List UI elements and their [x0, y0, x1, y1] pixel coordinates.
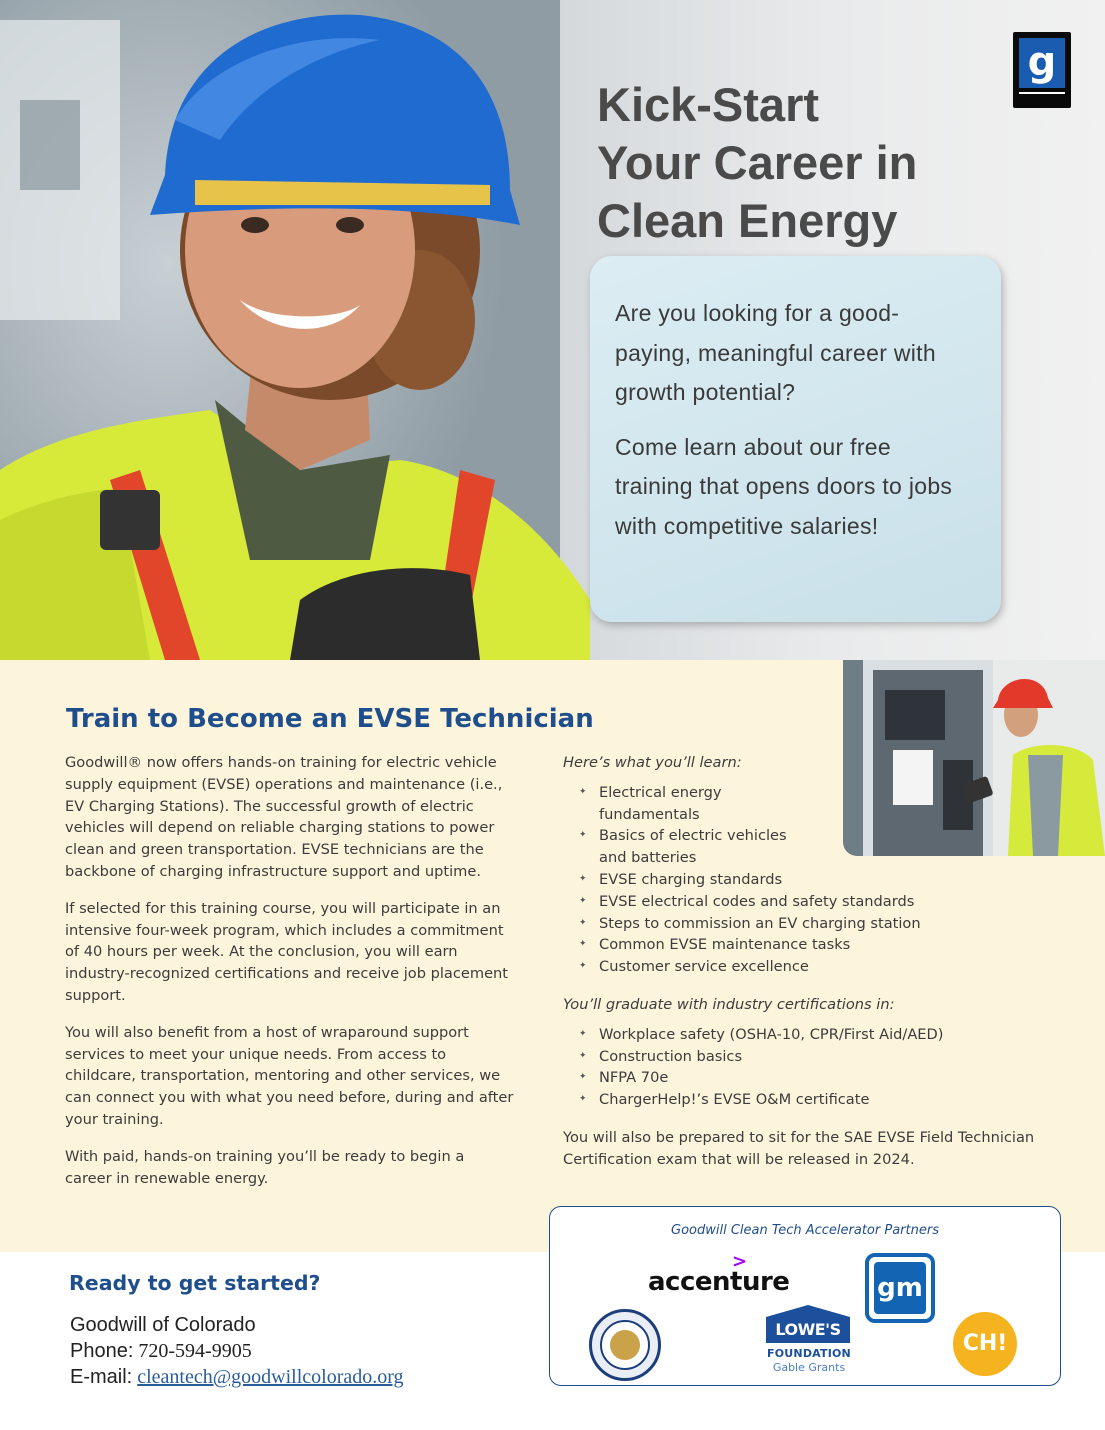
- list-item: ✦ NFPA 70e: [579, 1067, 1063, 1089]
- pitch-question: Are you looking for a good-paying, meaningful career with growth potential?: [615, 300, 936, 405]
- seal-eagle-icon: [610, 1330, 640, 1360]
- pitch-offer: Come learn about our free training that opens doors to jobs with competitive salaries!: [615, 433, 953, 539]
- email-label: E-mail:: [70, 1366, 133, 1388]
- curriculum: [563, 752, 1063, 1171]
- contact-info: [70, 1312, 510, 1390]
- cta-heading: Ready to get started?: [69, 1271, 321, 1295]
- list-item: ✦ ChargerHelp!’s EVSE O&M certificate: [579, 1089, 1063, 1111]
- paragraph-overview: Goodwill® now offers hands-on training for electric vehicle supply equipment (EVSE) operations and maintenance (i.e., EV Charging Stations). The successful growth of electric vehicles will depend on reliable charging stations to power clean and green transportation. EVSE technicians are the backbone of charging infrastructure support and uptime.: [65, 754, 503, 880]
- list-item: ✦ Customer service excellence: [579, 956, 1063, 978]
- partners-title: Goodwill Clean Tech Accelerator Partners: [671, 1223, 939, 1238]
- pitch-callout: [590, 256, 1001, 622]
- program-description: [65, 752, 515, 1189]
- list-item: ✦ Steps to commission an EV charging station: [579, 913, 1063, 935]
- list-item: ✦ Common EVSE maintenance tasks: [579, 934, 1063, 956]
- hero-title-line: Your Career in: [597, 136, 918, 189]
- partners-box: [549, 1206, 1061, 1386]
- phone-number[interactable]: 720-594-9905: [138, 1340, 252, 1362]
- list-item: ✦ EVSE charging standards: [579, 869, 1063, 891]
- hero-banner: [0, 0, 1105, 660]
- hero-title: [597, 76, 1047, 250]
- list-item: ✦ Construction basics: [579, 1046, 1063, 1068]
- email-line: [70, 1364, 510, 1390]
- sae-note: You will also be prepared to sit for the SAE EVSE Field Technician Certification exam that will be released in 2024.: [563, 1128, 1035, 1168]
- list-item: ✦ Electrical energy fundamentals: [579, 782, 729, 826]
- accenture-wordmark: accenture: [648, 1267, 790, 1297]
- cert-list: [579, 1024, 1063, 1111]
- accenture-chevron-icon: >: [732, 1251, 748, 1272]
- lowes-roof-icon: [766, 1305, 850, 1317]
- department-of-labor-seal-icon: [589, 1309, 661, 1381]
- learn-intro: Here’s what you’ll learn:: [563, 754, 742, 771]
- lowes-foundation-label: FOUNDATION: [767, 1347, 851, 1360]
- list-item: ✦ Basics of electric vehicles and batteries: [579, 825, 809, 869]
- paragraph-support: You will also benefit from a host of wraparound support services to meet your unique needs. From access to childcare, transportation, mentoring and other services, we can connect you with what you need before, during and after your training.: [65, 1023, 514, 1128]
- paragraph-course: If selected for this training course, you will participate in an intensive four-week program, which includes a commitment of 40 hours per week. At the conclusion, you will earn industry-recognized certifications and receive job placement support.: [65, 899, 509, 1004]
- lowes-wordmark: LOWE'S: [766, 1317, 850, 1343]
- list-item: ✦ EVSE electrical codes and safety standards: [579, 891, 1063, 913]
- lowes-foundation-logo: [764, 1305, 854, 1377]
- learn-list: [579, 782, 1063, 978]
- org-name: Goodwill of Colorado: [70, 1314, 256, 1336]
- phone-line: [70, 1338, 510, 1364]
- accenture-logo: [648, 1253, 798, 1297]
- gm-logo: [865, 1253, 935, 1323]
- gm-wordmark: gm: [874, 1262, 926, 1314]
- section-title: Train to Become an EVSE Technician: [66, 704, 594, 734]
- phone-label: Phone:: [70, 1340, 134, 1362]
- cert-intro: You’ll graduate with industry certifications in:: [563, 995, 895, 1013]
- chargerhelp-logo: CH!: [953, 1312, 1017, 1376]
- email-link[interactable]: cleantech@goodwillcolorado.org: [137, 1366, 404, 1388]
- gable-grants-label: Gable Grants: [772, 1361, 846, 1374]
- hero-title-line: Kick-Start: [597, 78, 820, 131]
- paragraph-closing: With paid, hands-on training you’ll be ready to begin a career in renewable energy.: [65, 1147, 465, 1187]
- list-item: ✦ Workplace safety (OSHA-10, CPR/First Aid/AED): [579, 1024, 1063, 1046]
- hero-title-line: Clean Energy: [597, 194, 898, 247]
- logo-letter: g: [1027, 39, 1057, 85]
